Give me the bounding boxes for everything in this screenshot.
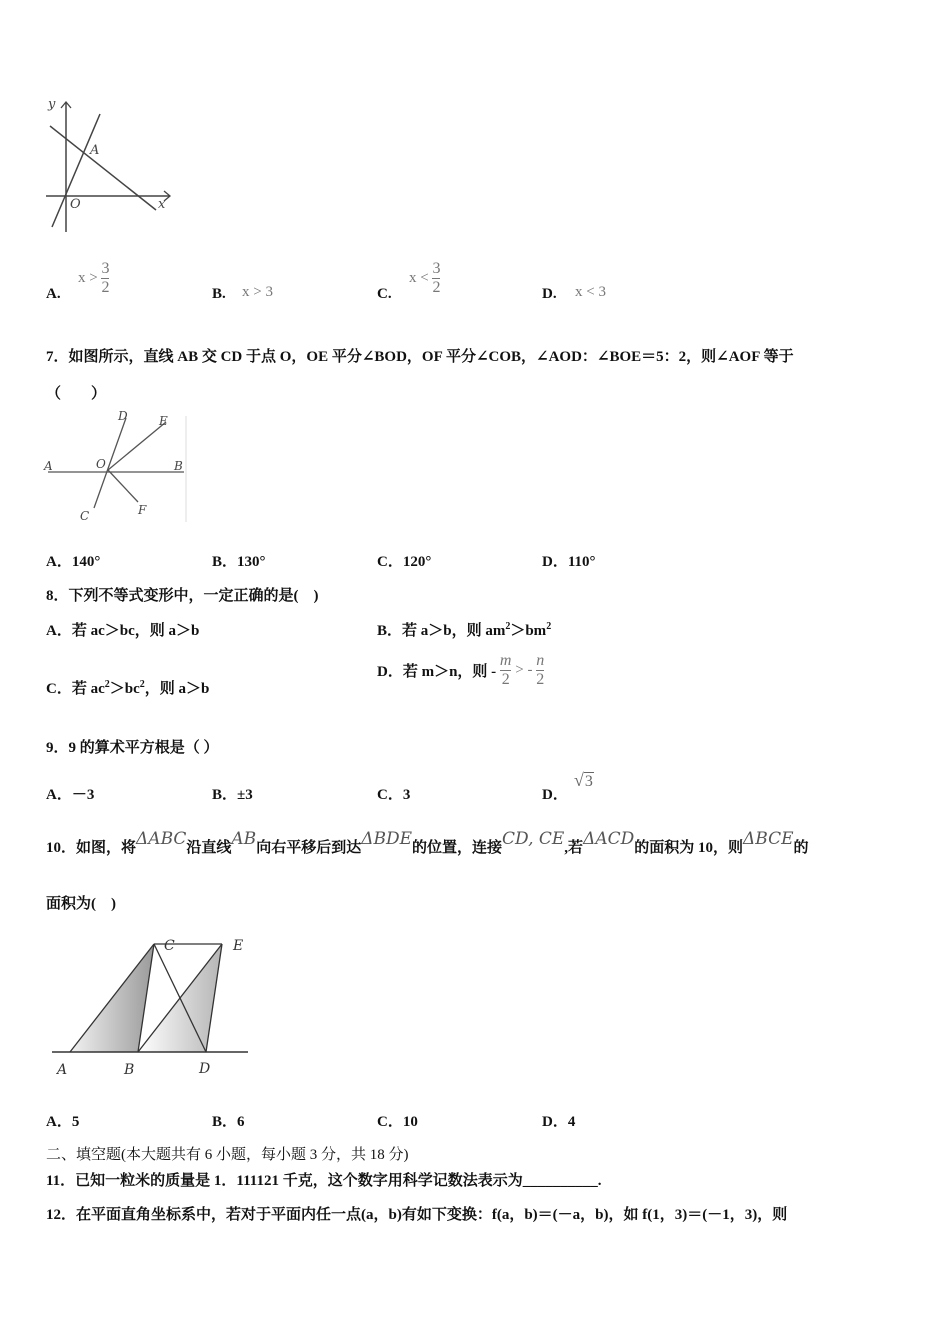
label-E: E <box>233 938 244 954</box>
section2-heading: 二、填空题(本大题共有 6 小题，每小题 3 分，共 18 分) <box>46 1147 409 1163</box>
q10-figure <box>48 932 258 1084</box>
q7-paren: （ ） <box>46 386 107 402</box>
label-D: D <box>118 409 128 423</box>
q7-option-c[interactable]: C．120° <box>377 554 432 570</box>
q7-figure <box>40 406 190 528</box>
sqrt-3: √3 <box>574 770 593 790</box>
q7-option-b[interactable]: B．130° <box>212 554 266 570</box>
q6-option-d-expr: x < 3 <box>575 284 606 300</box>
q9-option-d[interactable]: D． <box>542 787 568 803</box>
q8-option-c[interactable]: C．若 $ac^2>bc^2$，则 a＞b <box>46 679 210 697</box>
q7-stem: 7．如图所示，直线 AB 交 CD 于点 O，OE 平分∠BOD，OF 平分∠COB，∠AOD：∠BOE＝5：2，则∠AOF 等于 <box>46 349 794 365</box>
q6-option-b-expr: x > 3 <box>242 284 273 300</box>
q6-option-b[interactable]: B. <box>212 286 226 302</box>
q8-option-b[interactable]: B．若 a＞b，则 $am^2>bm^2$ <box>377 621 552 639</box>
label-C: C <box>80 509 90 523</box>
label-O: O <box>70 197 81 212</box>
q10-option-c[interactable]: C．10 <box>377 1114 418 1130</box>
q6-option-a-expr: x > $\frac{3}{2}$ <box>78 260 110 296</box>
label-y: y <box>48 97 56 112</box>
q10-stem-line2: 面积为( ) <box>46 896 116 912</box>
label-F: F <box>138 503 147 517</box>
q7-option-a[interactable]: A．140° <box>46 554 101 570</box>
q8-stem: 8．下列不等式变形中，一定正确的是( ) <box>46 588 319 604</box>
label-A: A <box>44 459 53 473</box>
fraction-3-2: $\frac{3}{2}$ <box>101 260 110 296</box>
q12-text: 12．在平面直角坐标系中，若对于平面内任一点(a，b)有如下变换：f(a，b)＝(－a，b)，如 f(1，3)＝(－1，3)，则 <box>46 1207 788 1223</box>
label-A: A <box>57 1062 68 1078</box>
q6-option-c-expr: x < $\frac{3}{2}$ <box>409 260 441 296</box>
q11-answer-blank[interactable]: __________ <box>522 1173 598 1189</box>
fraction-m-2: $\frac{m}{2}$ <box>499 652 512 688</box>
q6-figure <box>38 92 178 237</box>
q9-option-b[interactable]: B．±3 <box>212 787 253 803</box>
q10-stem-line1: 10．如图，将ΔABC沿直线AB向右平移后到达ΔBDE的位置，连接CD, CE,若ΔACD的面积为 10，则ΔBCE的 <box>46 829 809 856</box>
q8-option-d[interactable]: D．若 m＞n，则 - $\frac{m}{2}$ > - $\frac{n}{2}$ <box>377 652 545 688</box>
q6-option-d[interactable]: D. <box>542 286 557 302</box>
label-D: D <box>199 1061 211 1077</box>
fraction-n-2: $\frac{n}{2}$ <box>536 652 545 688</box>
q10-option-b[interactable]: B．6 <box>212 1114 245 1130</box>
q8-option-a[interactable]: A．若 ac＞bc，则 a＞b <box>46 623 200 639</box>
q11-text: 11．已知一粒米的质量是 1．111121 千克，这个数字用科学记数法表示为__________. <box>46 1173 602 1189</box>
q9-option-a[interactable]: A．－3 <box>46 787 95 803</box>
label-O: O <box>96 457 106 471</box>
label-E: E <box>159 414 168 428</box>
label-x: x <box>158 197 166 212</box>
q10-option-d[interactable]: D．4 <box>542 1114 576 1130</box>
q6-option-a[interactable]: A. <box>46 286 61 302</box>
q10-option-a[interactable]: A．5 <box>46 1114 80 1130</box>
q9-option-c[interactable]: C．3 <box>377 787 411 803</box>
q6-option-c[interactable]: C. <box>377 286 392 302</box>
ray-of <box>108 470 138 502</box>
label-A: A <box>90 143 100 158</box>
label-B: B <box>174 459 183 473</box>
label-C: C <box>164 938 175 954</box>
radical-sign: √ <box>574 770 584 790</box>
q7-option-d[interactable]: D．110° <box>542 554 596 570</box>
q9-stem: 9．9 的算术平方根是（ ） <box>46 740 219 756</box>
fraction-3-2: $\frac{3}{2}$ <box>432 260 441 296</box>
label-B: B <box>124 1062 135 1078</box>
